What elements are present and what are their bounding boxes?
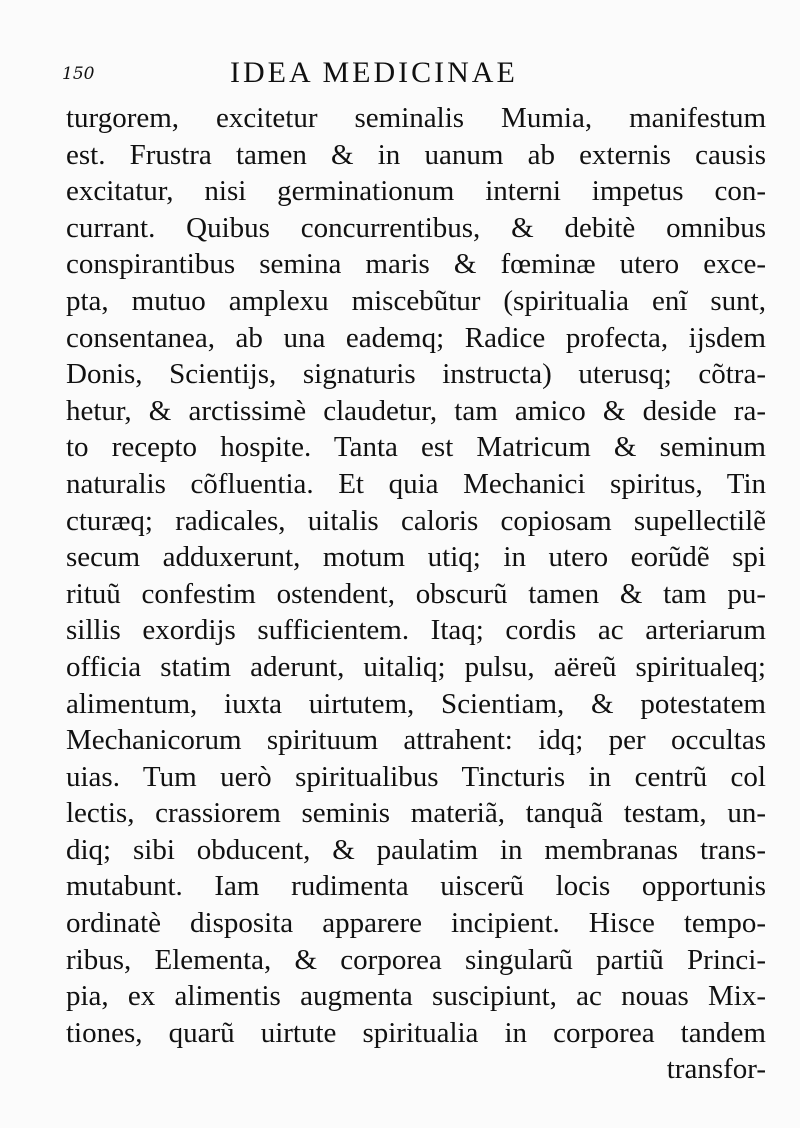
text-line: pta, mutuo amplexu miscebũtur (spiritualia enĩ sunt, [66,284,766,317]
text-line: tiones, quarũ uirtute spiritualia in corporea tandem [66,1016,766,1049]
text-line: to recepto hospite. Tanta est Matricum & seminum [66,431,766,464]
text-line: Donis, Scientijs, signaturis instructa) uterusq; cõtra- [66,358,766,391]
text-line: ribus, Elementa, & corporea singularũ partiũ Princi- [66,943,766,976]
text-line: secum adduxerunt, motum utiq; in utero eorũdẽ spi [66,541,766,574]
text-line: consentanea, ab una eademq; Radice profecta, ijsdem [66,321,766,354]
text-line: est. Frustra tamen & in uanum ab externis causis [66,138,766,171]
text-line: hetur, & arctissimè claudetur, tam amico & deside ra- [66,394,766,427]
text-line: turgorem, excitetur seminalis Mumia, manifestum [66,102,766,134]
running-title: IDEA MEDICINAE [230,56,518,89]
text-line: lectis, crassiorem seminis materiã, tanquã testam, un- [66,797,766,830]
text-line: alimentum, iuxta uirtutem, Scientiam, & potestatem [66,687,766,720]
page-number: 150 [62,64,95,84]
text-line: conspirantibus semina maris & fœminæ utero exce- [66,248,766,281]
text-line: diq; sibi obducent, & paulatim in membranas trans- [66,833,766,866]
body-text [66,100,766,1088]
text-line: cturæq; radicales, uitalis caloris copiosam supellectilẽ [66,504,766,537]
catchword: transfor- [666,1053,766,1086]
text-line: rituũ confestim ostendent, obscurũ tamen & tam pu- [66,577,766,610]
text-line: currant. Quibus concurrentibus, & debitè omnibus [66,211,766,244]
text-line: uias. Tum uerò spiritualibus Tincturis in centrũ col [66,760,766,793]
text-line: ordinatè disposita apparere incipient. Hisce tempo- [66,907,766,940]
text-line: officia statim aderunt, uitaliq; pulsu, aëreũ spiritualeq; [66,650,766,683]
page-header [62,56,762,96]
text-line: excitatur, nisi germinationum interni impetus con- [66,175,766,208]
text-line: naturalis cõfluentia. Et quia Mechanici spiritus, Tin [66,467,766,500]
text-line: pia, ex alimentis augmenta suscipiunt, ac nouas Mix- [66,980,766,1013]
text-line: Mechanicorum spirituum attrahent: idq; per occultas [66,724,766,757]
text-line: mutabunt. Iam rudimenta uiscerũ locis opportunis [66,870,766,903]
text-line: sillis exordijs sufficientem. Itaq; cordis ac arteriarum [66,614,766,647]
